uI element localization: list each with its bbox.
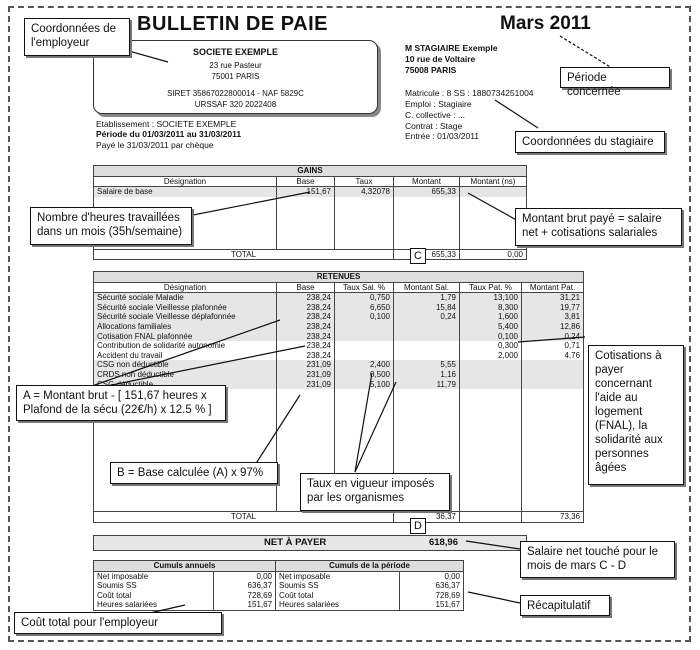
cumuls-table	[93, 560, 464, 611]
callout-salaire-net: Salaire net touché pour le mois de mars C - D	[520, 541, 675, 578]
cumuls-cell: 151,67	[214, 600, 276, 610]
table-row	[94, 293, 584, 303]
cumuls-cell: Coût total	[94, 591, 214, 601]
retenues-total-label: TOTAL	[94, 512, 394, 523]
retenues-cell	[335, 322, 394, 332]
retenues-cell: 13,100	[460, 293, 522, 303]
retenues-cell	[335, 351, 394, 361]
retenues-cell: 0,100	[335, 312, 394, 322]
net-a-payer-row	[93, 535, 527, 551]
retenues-col-taux-sal: Taux Sal. %	[335, 282, 394, 293]
employee-entree: Entrée : 01/03/2011	[405, 131, 480, 141]
employee-name: M STAGIAIRE Exemple	[405, 43, 498, 53]
retenues-cell: 0,24	[522, 332, 584, 342]
retenues-cell	[460, 360, 522, 370]
cumuls-cell: Net imposable	[276, 571, 400, 581]
document-title: BULLETIN DE PAIE	[137, 13, 328, 35]
retenues-cell: 1,79	[394, 293, 460, 303]
gains-col-designation: Désignation	[94, 176, 277, 187]
retenues-cell: 238,24	[277, 332, 335, 342]
retenues-title: RETENUES	[94, 272, 584, 283]
table-row	[94, 370, 584, 380]
cumuls-cell: Heures salariées	[94, 600, 214, 610]
retenues-cell: 0,71	[522, 341, 584, 351]
gains-col-base: Base	[277, 176, 335, 187]
gains-col-montant: Montant	[394, 176, 460, 187]
gains-cell: Salaire de base	[94, 187, 277, 197]
retenues-cell: Sécurité sociale Vieillesse plafonnée	[94, 303, 277, 313]
cumuls-cell: 151,67	[400, 600, 464, 610]
gains-title: GAINS	[94, 166, 527, 177]
retenues-cell: 0,24	[394, 312, 460, 322]
gains-cell: 4,32078	[335, 187, 394, 197]
retenues-cell	[394, 341, 460, 351]
retenues-cell: 5,55	[394, 360, 460, 370]
retenues-cell: 238,24	[277, 341, 335, 351]
payment-line: Payé le 31/03/2011 par chèque	[96, 140, 214, 150]
table-row	[94, 600, 464, 610]
retenues-cell: 11,79	[394, 380, 460, 390]
periode-line: Période du 01/03/2011 au 31/03/2011	[96, 129, 242, 139]
callout-recap: Récapitulatif	[520, 595, 610, 616]
gains-col-montant-ns: Montant (ns)	[460, 176, 527, 187]
cumuls-cell: 0,00	[400, 571, 464, 581]
retenues-col-montant-sal: Montant Sal.	[394, 282, 460, 293]
period-month: Mars 2011	[500, 13, 591, 34]
table-row	[94, 303, 584, 313]
gains-total-label	[94, 249, 394, 260]
gains-cell: 151,67	[277, 187, 335, 197]
retenues-cell: CRDS non déductible	[94, 370, 277, 380]
retenues-cell: 0,750	[335, 293, 394, 303]
employee-collective: C. collective : ...	[405, 110, 465, 120]
retenues-cell: 6,650	[335, 303, 394, 313]
gains-cell	[460, 187, 527, 197]
net-value: 618,96	[428, 537, 458, 548]
net-label: NET À PAYER	[264, 537, 327, 548]
retenues-cell	[522, 370, 584, 380]
employer-address-box	[93, 40, 378, 114]
cumuls-cell: Soumis SS	[94, 581, 214, 591]
letter-c-marker: C	[410, 248, 426, 264]
retenues-cell: 0,500	[335, 370, 394, 380]
retenues-cell: Contribution de solidarité autonomie	[94, 341, 277, 351]
retenues-cell: 31,21	[522, 293, 584, 303]
retenues-cell: Accident du travail	[94, 351, 277, 361]
callout-periode: Période concernée	[560, 67, 670, 88]
employer-street: 23 rue Pasteur	[209, 61, 262, 70]
employee-street: 10 rue de Voltaire	[405, 54, 476, 64]
retenues-cell: 231,09	[277, 360, 335, 370]
retenues-total-pat: 73,36	[522, 512, 584, 523]
table-row	[94, 581, 464, 591]
retenues-cell: 231,09	[277, 370, 335, 380]
retenues-cell	[335, 332, 394, 342]
retenues-cell: 4,76	[522, 351, 584, 361]
cumuls-periode-title: Cumuls de la période	[276, 561, 464, 572]
retenues-cell: Sécurité sociale Maladie	[94, 293, 277, 303]
retenues-cell: 238,24	[277, 351, 335, 361]
callout-base-b: B = Base calculée (A) x 97%	[110, 462, 278, 484]
callout-taux: Taux en vigueur imposés par les organismes	[300, 473, 450, 511]
letter-d-marker: D	[410, 518, 426, 534]
employee-contrat: Contrat : Stage	[405, 121, 463, 131]
retenues-cell	[335, 341, 394, 351]
retenues-cell: 3,81	[522, 312, 584, 322]
retenues-total-sal: 36,37	[394, 512, 460, 523]
table-row	[94, 332, 584, 342]
cumuls-cell: 636,37	[214, 581, 276, 591]
retenues-cell: 238,24	[277, 293, 335, 303]
employer-siret: SIRET 35867022800014 - NAF 5829C	[167, 89, 304, 98]
cumuls-cell: 0,00	[214, 571, 276, 581]
employee-matricule: Matricule : 8 SS : 1880734251004	[405, 88, 534, 98]
etablissement-line: Etablissement : SOCIETE EXEMPLE	[96, 119, 237, 129]
callout-fnal: Cotisations à payer concernant l'aide au logement (FNAL), la solidarité aux personnes âgées	[588, 345, 684, 485]
retenues-cell: 8,300	[460, 303, 522, 313]
employer-city: 75001 PARIS	[211, 72, 260, 81]
callout-employeur: Coordonnées de l'employeur	[24, 18, 130, 56]
retenues-cell: 2,000	[460, 351, 522, 361]
gains-cell: 655,33	[394, 187, 460, 197]
retenues-cell: 238,24	[277, 322, 335, 332]
retenues-cell: 231,09	[277, 380, 335, 390]
retenues-cell	[522, 360, 584, 370]
retenues-col-taux-pat: Taux Pat. %	[460, 282, 522, 293]
cumuls-cell: Heures salariées	[276, 600, 400, 610]
table-row	[94, 322, 584, 332]
retenues-cell: 19,77	[522, 303, 584, 313]
table-row	[94, 571, 464, 581]
employer-urssaf: URSSAF 320 2022408	[194, 100, 277, 109]
table-row	[94, 341, 584, 351]
retenues-cell: 2,400	[335, 360, 394, 370]
retenues-cell: Allocations familiales	[94, 322, 277, 332]
retenues-cell	[394, 322, 460, 332]
table-row	[94, 351, 584, 361]
table-row	[94, 360, 584, 370]
employer-name: SOCIETE EXEMPLE	[192, 47, 279, 57]
retenues-cell: 238,24	[277, 312, 335, 322]
callout-brut: Montant brut payé = salaire net + cotisations salariales	[515, 208, 682, 246]
gains-col-taux: Taux	[335, 176, 394, 187]
cumuls-cell: Coût total	[276, 591, 400, 601]
callout-cout: Coût total pour l'employeur	[14, 612, 222, 634]
gains-total-text: TOTAL	[230, 249, 257, 259]
table-row	[94, 187, 527, 197]
retenues-cell: 5,100	[335, 380, 394, 390]
callout-stagiaire: Coordonnées du stagiaire	[515, 131, 665, 153]
callout-montant-a: A = Montant brut - [ 151,67 heures x Plafond de la sécu (22€/h) x 12.5 % ]	[16, 385, 226, 421]
retenues-cell: 12,86	[522, 322, 584, 332]
table-row	[94, 591, 464, 601]
retenues-cell	[460, 380, 522, 390]
retenues-cell: Sécurité sociale Vieillesse déplafonnée	[94, 312, 277, 322]
cumuls-annuels-title: Cumuls annuels	[94, 561, 276, 572]
cumuls-cell: Net imposable	[94, 571, 214, 581]
cumuls-cell: 728,69	[214, 591, 276, 601]
employee-emploi: Emploi : Stagiaire	[405, 99, 472, 109]
callout-heures: Nombre d'heures travaillées dans un mois (35h/semaine)	[30, 207, 192, 245]
retenues-cell	[394, 351, 460, 361]
employee-city: 75008 PARIS	[405, 65, 457, 75]
retenues-cell: Cotisation FNAL plafonnée	[94, 332, 277, 342]
retenues-cell: 0,100	[460, 332, 522, 342]
retenues-cell	[394, 332, 460, 342]
table-row	[94, 312, 584, 322]
retenues-cell	[522, 380, 584, 390]
cumuls-cell: 728,69	[400, 591, 464, 601]
gains-total-ns: 0,00	[460, 249, 527, 260]
retenues-cell: 15,84	[394, 303, 460, 313]
retenues-cell: 1,16	[394, 370, 460, 380]
cumuls-cell: 636,37	[400, 581, 464, 591]
retenues-cell: 1,600	[460, 312, 522, 322]
retenues-cell: 5,400	[460, 322, 522, 332]
retenues-cell: CSG non déductible	[94, 360, 277, 370]
retenues-cell: 238,24	[277, 303, 335, 313]
cumuls-cell: Soumis SS	[276, 581, 400, 591]
retenues-cell	[460, 370, 522, 380]
gains-total-montant: 655,33	[394, 249, 460, 260]
retenues-col-base: Base	[277, 282, 335, 293]
retenues-col-designation: Désignation	[94, 282, 277, 293]
retenues-cell: 0,300	[460, 341, 522, 351]
retenues-col-montant-pat: Montant Pat.	[522, 282, 584, 293]
